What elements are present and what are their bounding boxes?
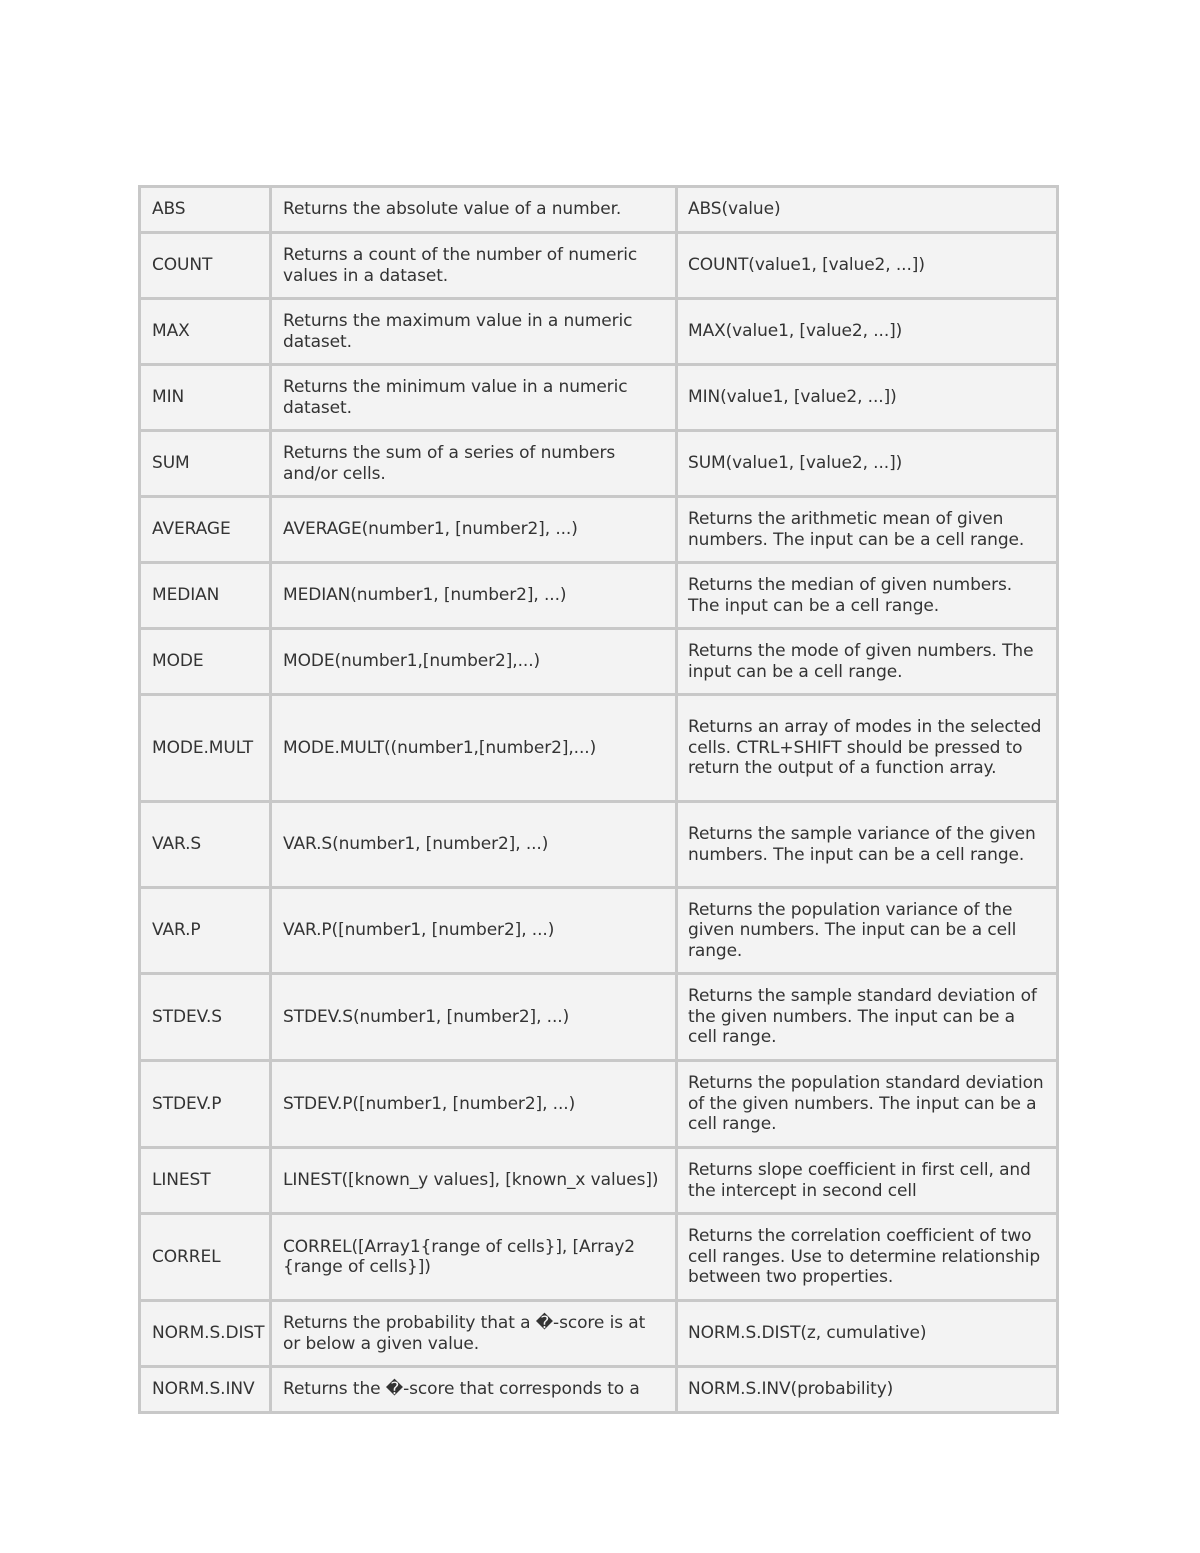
function-name-cell: MODE.MULT	[140, 695, 271, 802]
function-name-cell: MEDIAN	[140, 563, 271, 629]
table-row	[140, 888, 1058, 974]
table-row	[140, 1367, 1058, 1413]
table-cell: SUM(value1, [value2, ...])	[677, 431, 1058, 497]
table-cell: Returns the median of given numbers. The input can be a cell range.	[677, 563, 1058, 629]
function-name-cell: NORM.S.DIST	[140, 1301, 271, 1367]
table-row	[140, 974, 1058, 1061]
table-cell: COUNT(value1, [value2, ...])	[677, 233, 1058, 299]
function-name-cell: MAX	[140, 299, 271, 365]
table-row	[140, 431, 1058, 497]
table-cell: CORREL([Array1{range of cells}], [Array2 {range of cells}])	[271, 1214, 677, 1301]
table-cell: Returns the correlation coefficient of two cell ranges. Use to determine relationship between two properties.	[677, 1214, 1058, 1301]
function-name-cell: VAR.P	[140, 888, 271, 974]
function-name-cell: STDEV.S	[140, 974, 271, 1061]
function-name-cell: MIN	[140, 365, 271, 431]
table-cell: Returns the probability that a �-score is at or below a given value.	[271, 1301, 677, 1367]
table-cell: Returns the maximum value in a numeric dataset.	[271, 299, 677, 365]
table-row	[140, 802, 1058, 888]
table-cell: NORM.S.INV(probability)	[677, 1367, 1058, 1413]
table-cell: Returns the minimum value in a numeric dataset.	[271, 365, 677, 431]
function-name-cell: VAR.S	[140, 802, 271, 888]
table-cell: Returns the sample standard deviation of the given numbers. The input can be a cell range.	[677, 974, 1058, 1061]
table-cell: MODE.MULT((number1,[number2],...)	[271, 695, 677, 802]
table-cell: NORM.S.DIST(z, cumulative)	[677, 1301, 1058, 1367]
table-row	[140, 563, 1058, 629]
table-row	[140, 365, 1058, 431]
table-cell: Returns the population standard deviation of the given numbers. The input can be a cell range.	[677, 1061, 1058, 1148]
table-cell: Returns the population variance of the given numbers. The input can be a cell range.	[677, 888, 1058, 974]
table-row	[140, 1301, 1058, 1367]
table-row	[140, 695, 1058, 802]
table-cell: LINEST([known_y values], [known_x values])	[271, 1148, 677, 1214]
table-cell: VAR.S(number1, [number2], ...)	[271, 802, 677, 888]
table-cell: Returns the mode of given numbers. The input can be a cell range.	[677, 629, 1058, 695]
table-cell: AVERAGE(number1, [number2], ...)	[271, 497, 677, 563]
table-cell: ABS(value)	[677, 187, 1058, 233]
function-name-cell: AVERAGE	[140, 497, 271, 563]
table-cell: STDEV.P([number1, [number2], ...)	[271, 1061, 677, 1148]
table-cell: Returns the arithmetic mean of given numbers. The input can be a cell range.	[677, 497, 1058, 563]
table-row	[140, 1148, 1058, 1214]
function-name-cell: STDEV.P	[140, 1061, 271, 1148]
table-cell: Returns the sample variance of the given numbers. The input can be a cell range.	[677, 802, 1058, 888]
function-name-cell: LINEST	[140, 1148, 271, 1214]
function-name-cell: CORREL	[140, 1214, 271, 1301]
table-cell: Returns the absolute value of a number.	[271, 187, 677, 233]
table-row	[140, 233, 1058, 299]
table-cell: Returns the �-score that corresponds to a	[271, 1367, 677, 1413]
table-cell: MIN(value1, [value2, ...])	[677, 365, 1058, 431]
function-name-cell: COUNT	[140, 233, 271, 299]
table-row	[140, 629, 1058, 695]
table-cell: Returns the sum of a series of numbers and/or cells.	[271, 431, 677, 497]
table-cell: Returns an array of modes in the selected cells. CTRL+SHIFT should be pressed to return the output of a function array.	[677, 695, 1058, 802]
table-cell: Returns a count of the number of numeric values in a dataset.	[271, 233, 677, 299]
table-cell: STDEV.S(number1, [number2], ...)	[271, 974, 677, 1061]
table-cell: MEDIAN(number1, [number2], ...)	[271, 563, 677, 629]
function-name-cell: SUM	[140, 431, 271, 497]
table-row	[140, 187, 1058, 233]
function-name-cell: MODE	[140, 629, 271, 695]
table-row	[140, 1061, 1058, 1148]
table-cell: MAX(value1, [value2, ...])	[677, 299, 1058, 365]
table-cell: Returns slope coefficient in first cell, and the intercept in second cell	[677, 1148, 1058, 1214]
table-row	[140, 497, 1058, 563]
function-name-cell: ABS	[140, 187, 271, 233]
functions-table	[138, 185, 1059, 1414]
table-row	[140, 1214, 1058, 1301]
table-row	[140, 299, 1058, 365]
function-name-cell: NORM.S.INV	[140, 1367, 271, 1413]
table-cell: MODE(number1,[number2],...)	[271, 629, 677, 695]
table-cell: VAR.P([number1, [number2], ...)	[271, 888, 677, 974]
